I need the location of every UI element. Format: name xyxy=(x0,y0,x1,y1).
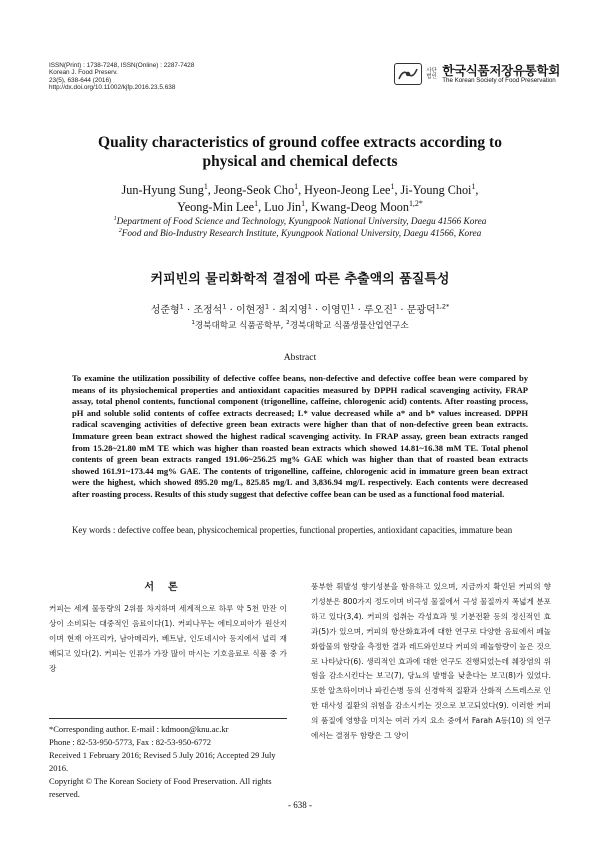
volume-line: 23(5), 638-644 (2016) xyxy=(49,76,112,84)
korean-author: 성준형 xyxy=(150,305,180,316)
affiliation-sup: 2 xyxy=(118,227,122,234)
korean-title: 커피빈의 물리화학적 결점에 따른 추출액의 품질특성 xyxy=(150,272,450,287)
intro-right-column: 풍부한 휘발성 향기성분을 함유하고 있으며, 지금까지 확인된 커피의 향기성분은 800가지 정도이며 비극성 물질에서 극성 물질까지 폭넓게 분포하고 있다(3,4). 커피의 섭취는 각성효과 및 기분전환 등의 정신적인 효과(5)가 있으며, 커피의 항산화효과에 대한 연구로 다양한 음료에서 페놀화합물의 함량을 측정한 결과 레드와인보다 커피의 페놀함량이 높은 것으로 나타났다(6). 생리적인 효과에 대한 연구도 진행되었는데 췌장염의 위험을 감소시킨다는 보고(7), 당뇨의 발병을 낮춘다는 보고(8)가 있었다. 또한 알츠하이머나 파킨슨병 등의 신경학적 질환과 산화적 스트레스로 인한 대사성 질환의 위험을 감소시키는 것으로 보고되었다(9). 이러한 커피의 품질에 영향을 미치는 여러 가지 요소 중에서 Farah A등(10) 의 연구에서는 결점두 함량은 그 양이 xyxy=(311,582,551,741)
keywords xyxy=(72,525,528,537)
intro-left-column: 커피는 세계 물동량의 2위를 차지하며 세계적으로 하루 약 5천 만잔 이상이 소비되는 대중적인 음료이다(1). 커피나무는 에티오피아가 원산지이며 현재 아프리카, 남아메리카, 베트남, 인도네시아 등지에서 널리 재배되고 있다(2). 커피는 인류가 가장 많이 마시는 기호음료로 식품 중 가장 xyxy=(49,604,287,673)
korean-author: · 문광덕 xyxy=(397,305,436,316)
author-sup: 1 xyxy=(301,198,306,208)
korean-author: · 이영민 xyxy=(311,305,351,316)
affiliation-sup: 1 xyxy=(113,215,117,222)
korean-author: · 조정석 xyxy=(183,305,223,316)
footnote-divider xyxy=(49,718,287,719)
korean-author: · 이현정 xyxy=(226,305,266,316)
author-sup: 1 xyxy=(390,181,395,191)
affiliation-sup: 1 xyxy=(191,320,195,327)
title-line-2: physical and chemical defects xyxy=(202,153,398,170)
author-sup: 1 xyxy=(254,198,259,208)
author: , Luo Jin xyxy=(258,200,302,214)
keywords-list: defective coffee bean, physicochemical properties, functional properties, antioxidant capacities, immature bean xyxy=(115,525,513,535)
affiliation-sup: 2 xyxy=(286,320,290,327)
title-line-1: Quality characteristics of ground coffee extracts according to xyxy=(98,134,502,151)
society-name-en: The Korean Society of Food Preservation xyxy=(442,76,556,84)
journal-meta xyxy=(49,62,194,92)
author: , Kwang-Deog Moon xyxy=(305,200,409,214)
society-branding xyxy=(394,63,560,85)
author-list: Jun-Hyung Sung$^1$, Jeong-Seok Cho$^1$, Hyeon-Jeong Lee$^1$, Ji-Young Choi$^1$, Yeong-Min Lee$^1$, Luo Jin$^1$, Kwang-Deog Moon$^{1,2*}$ xyxy=(121,181,479,214)
doi-link[interactable]: http://dx.doi.org/10.11002/kjfp.2016.23.5.638 xyxy=(49,84,176,92)
affiliation-2: Food and Bio-Industry Research Institute, Kyungpook National University, Daegu 41566, Korea xyxy=(121,229,482,239)
author-sup: 1 xyxy=(350,302,355,311)
page-number: - 638 - xyxy=(288,800,312,810)
society-logo-icon xyxy=(394,63,422,85)
keywords-label: Key words : xyxy=(72,525,116,535)
author-sup: 1,2* xyxy=(408,198,423,208)
author-sup: 1,2* xyxy=(435,302,450,311)
section-heading-intro: 서론 xyxy=(144,582,192,593)
author-sup: 1 xyxy=(222,302,227,311)
author-sup: 1 xyxy=(179,302,184,311)
society-sub-label: 사단법인 xyxy=(426,68,437,80)
author: , Ji-Young Choi xyxy=(394,183,472,197)
korean-affiliation-1: 경북대학교 식품공학부, xyxy=(194,321,287,331)
korean-affiliations xyxy=(50,320,550,332)
received-dates: Received 1 February 2016; Revised 5 July 2016; Accepted 29 July 2016. xyxy=(49,750,276,773)
author: Jun-Hyung Sung xyxy=(121,183,204,197)
author-sup: 1 xyxy=(307,302,312,311)
author-sup: 1 xyxy=(471,181,476,191)
korean-author: · 최지영 xyxy=(269,305,308,316)
author-sup: 1 xyxy=(265,302,270,311)
korean-author-list xyxy=(50,304,550,318)
corresponding-author: *Corresponding author. E-mail : kdmoon@knu.ac.kr xyxy=(49,724,229,734)
abstract-body: To examine the utilization possibility of defective coffee beans, non-defective and defective coffee bean were compared by means of its physiochemical properties and antioxidant capacities measured by DPPH radical scavenging activity, FRAP assay, total phenol contents, functional component (trigonelline, caffeine, chlorogenic acid) contents. After roasting process, pH and soluble solid contents of coffee extracts decreased; L* value decreased while a* and b* values increased. DPPH radical scavenging activities of defective green bean extracts were higher than that of non-defective green bean extracts. Immature green bean extract showed the highest radical scavenging activity. In FRAP assay, green bean extracts ranged from 15.28~21.80 mM TE which was higher than roasted bean extracts which showed 14.81~16.38 mM TE. Total phenol contents of green bean extracts ranged 191.06~256.25 mg% GAE which was higher than that of roasted bean extracts showed 161.91~173.44 mg% GAE. The contents of trigonelline, caffeine, chlorogenic acid in immature green bean extract were the highest, which showed 895.20 mg/L, 825.85 mg/L and 3,836.94 mg/L respectively. Each contents were decreased after roasting process. Results of this study suggest that defective coffee bean can be used as a functional food material. xyxy=(72,373,528,499)
paper-title xyxy=(50,133,550,171)
author-sup: 1 xyxy=(393,302,398,311)
journal-name: Korean J. Food Preserv. xyxy=(49,69,118,77)
issn-line: ISSN(Print) : 1738-7248, ISSN(Online) : 2287-7428 xyxy=(49,62,195,69)
korean-author: · 루오진 xyxy=(354,305,394,316)
footnote xyxy=(49,723,287,801)
author: , Jeong-Seok Cho xyxy=(207,183,295,197)
abstract-heading: Abstract xyxy=(283,352,317,363)
author-sup: 1 xyxy=(203,181,208,191)
society-name-kr: 한국식품저장유통학회 xyxy=(442,62,560,78)
copyright-notice: Copyright © The Korean Society of Food Preservation. All rights reserved. xyxy=(49,776,272,799)
author: , Hyeon-Jeong Lee xyxy=(298,183,391,197)
korean-affiliation-2: 경북대학교 식품생물산업연구소 xyxy=(289,321,409,331)
author: Yeong-Min Lee xyxy=(177,200,255,214)
affiliations xyxy=(50,216,550,240)
contact-phone: Phone : 82-53-950-5773, Fax : 82-53-950-6772 xyxy=(49,737,211,747)
affiliation-1: Department of Food Science and Technology, Kyungpook National University, Daegu 41566 Korea xyxy=(116,217,487,227)
author-sup: 1 xyxy=(294,181,299,191)
